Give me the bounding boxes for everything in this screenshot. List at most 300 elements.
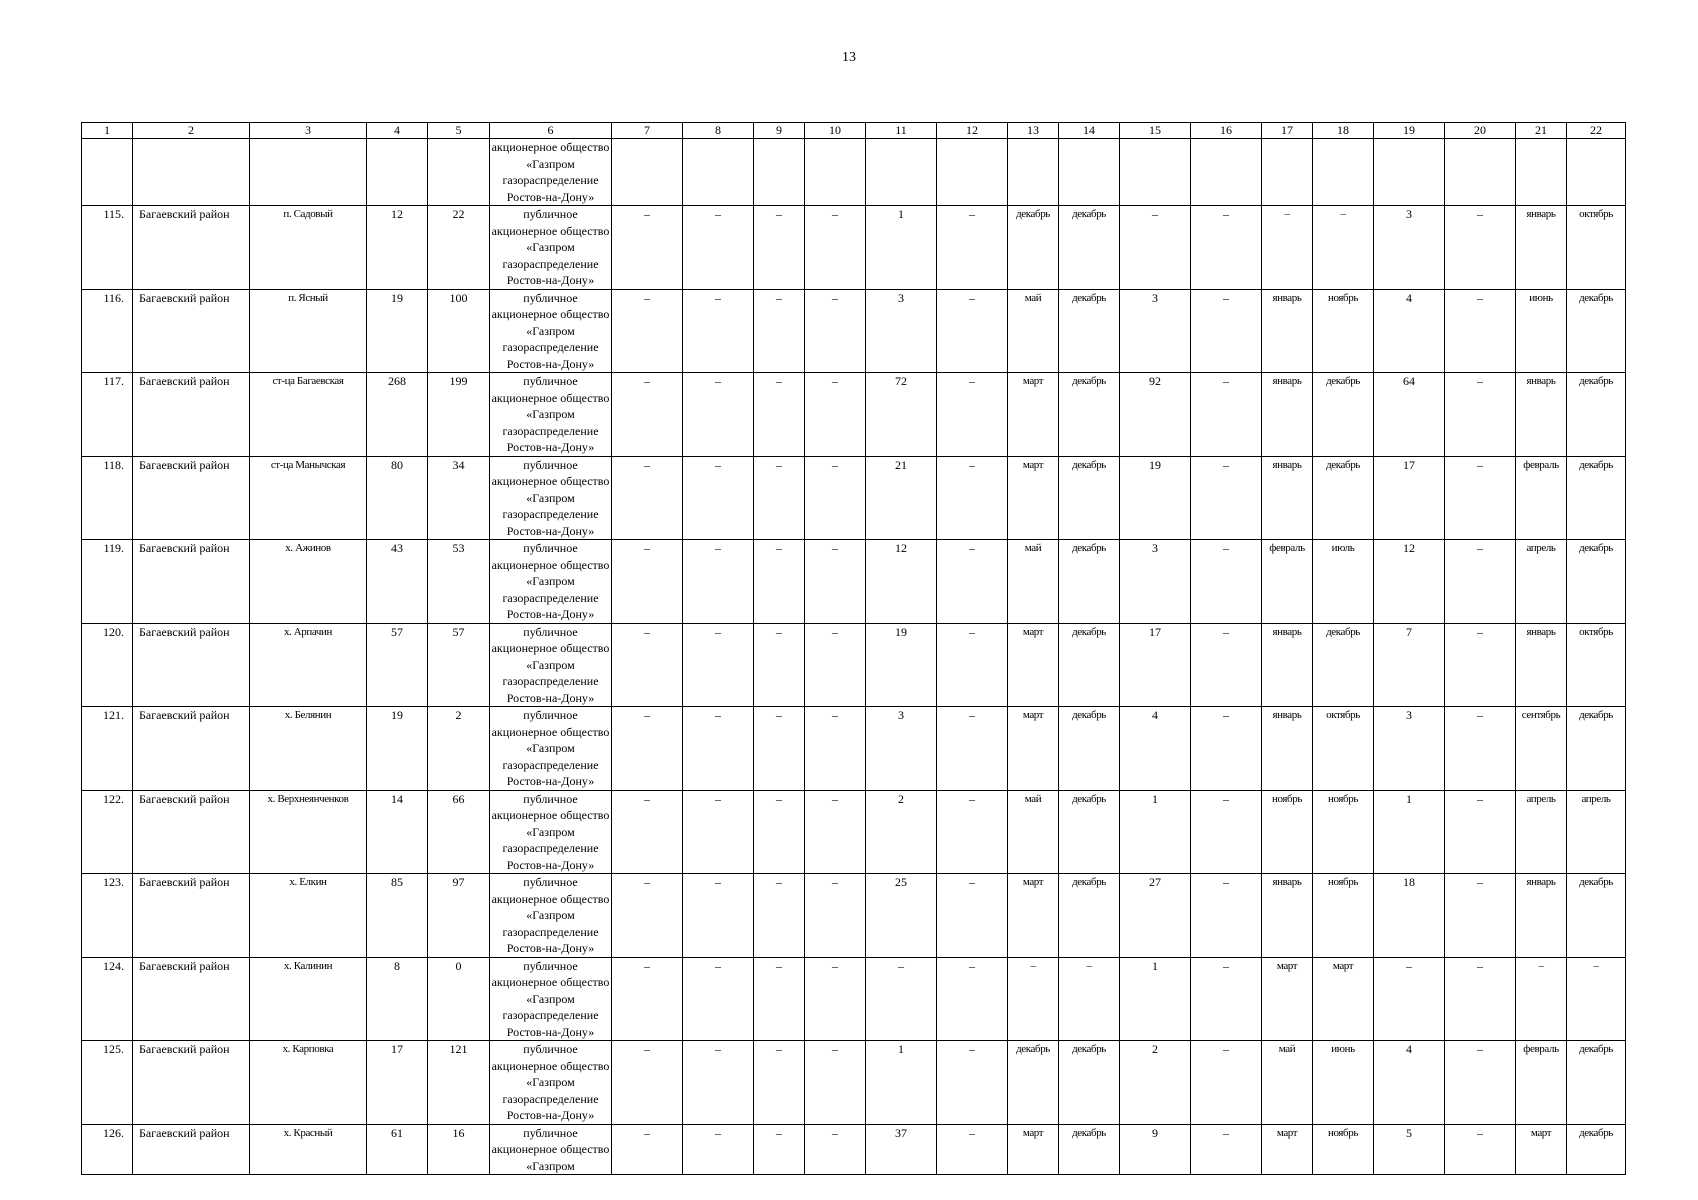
cell-col-22: декабрь xyxy=(1567,1124,1626,1175)
cell-col-11: 19 xyxy=(866,623,937,707)
cell-col-17: май xyxy=(1262,1041,1313,1125)
cell-col-12: – xyxy=(937,707,1008,791)
cell-col-11: – xyxy=(866,957,937,1041)
cell-col-21: февраль xyxy=(1516,456,1567,540)
cell-col-17: март xyxy=(1262,1124,1313,1175)
cell-col-8: – xyxy=(683,373,754,457)
cell-col-7: – xyxy=(612,206,683,290)
cell-col-3: х. Арпачин xyxy=(250,623,367,707)
cell-col-9: – xyxy=(754,206,805,290)
column-number-22: 22 xyxy=(1567,123,1626,139)
cell-col-21: январь xyxy=(1516,623,1567,707)
cell-col-22: декабрь xyxy=(1567,1041,1626,1125)
cell-col-17: январь xyxy=(1262,373,1313,457)
cell-col-10: – xyxy=(805,1124,866,1175)
cell-col-9: – xyxy=(754,874,805,958)
cell-col-9: – xyxy=(754,957,805,1041)
cell-col-19: 17 xyxy=(1374,456,1445,540)
cell-col-12: – xyxy=(937,206,1008,290)
cell-col-21: сентябрь xyxy=(1516,707,1567,791)
cell-col-5: 97 xyxy=(428,874,490,958)
cell-col-14: декабрь xyxy=(1059,373,1120,457)
cell-col-7: – xyxy=(612,456,683,540)
cell-col-19: – xyxy=(1374,957,1445,1041)
cell-col-12: – xyxy=(937,623,1008,707)
table-row xyxy=(82,373,1626,457)
cell-col-10: – xyxy=(805,707,866,791)
cell-col-18: ноябрь xyxy=(1313,289,1374,373)
cell-col-6: публичное акционерное общество «Газпром газораспределение Ростов-на-Дону» xyxy=(490,957,612,1041)
table-row xyxy=(82,289,1626,373)
cell-col-22: декабрь xyxy=(1567,707,1626,791)
cell-col-10: – xyxy=(805,289,866,373)
cell-col-3: х. Ажинов xyxy=(250,540,367,624)
cell-col-1: 119. xyxy=(82,540,133,624)
cell-col-15: 27 xyxy=(1120,874,1191,958)
cell-col-2: Багаевский район xyxy=(133,790,250,874)
cell-col-8: – xyxy=(683,289,754,373)
column-number-row xyxy=(82,123,1626,139)
cell-col-7: – xyxy=(612,373,683,457)
column-number-20: 20 xyxy=(1445,123,1516,139)
cell-col-3: х. Калинин xyxy=(250,957,367,1041)
cell-col-3: х. Красный xyxy=(250,1124,367,1175)
cell-col-4: 14 xyxy=(367,790,428,874)
cell-col-12: – xyxy=(937,957,1008,1041)
cell-col-10: – xyxy=(805,623,866,707)
cell-col-20: – xyxy=(1445,373,1516,457)
cell-col-17: январь xyxy=(1262,623,1313,707)
cell-col-12: – xyxy=(937,373,1008,457)
data-table xyxy=(81,122,1626,1175)
cell-col-4: 19 xyxy=(367,707,428,791)
cell-col-5: 100 xyxy=(428,289,490,373)
cell-col-21: – xyxy=(1516,957,1567,1041)
cell-col-8: – xyxy=(683,707,754,791)
cell-col-2: Багаевский район xyxy=(133,540,250,624)
table-row xyxy=(82,540,1626,624)
cell-col-16: – xyxy=(1191,206,1262,290)
cell-col-7: – xyxy=(612,874,683,958)
cell-col-7: – xyxy=(612,1041,683,1125)
cell-col-20: – xyxy=(1445,790,1516,874)
table-row xyxy=(82,874,1626,958)
cell-col-21: январь xyxy=(1516,874,1567,958)
cell-col-1: 115. xyxy=(82,206,133,290)
cell-col-4: 80 xyxy=(367,456,428,540)
column-number-15: 15 xyxy=(1120,123,1191,139)
cell-col-9: – xyxy=(754,373,805,457)
cell-col-14: декабрь xyxy=(1059,1124,1120,1175)
cell-col-4: 268 xyxy=(367,373,428,457)
cell-col-4: 17 xyxy=(367,1041,428,1125)
column-number-8: 8 xyxy=(683,123,754,139)
cell-col-3: ст-ца Багаевская xyxy=(250,373,367,457)
cell-col-5: 2 xyxy=(428,707,490,791)
cell-col-16: – xyxy=(1191,289,1262,373)
cell-col-1: 126. xyxy=(82,1124,133,1175)
cell-col-8: – xyxy=(683,790,754,874)
cell-col-18: июнь xyxy=(1313,1041,1374,1125)
cell-col-15: 2 xyxy=(1120,1041,1191,1125)
cell-col-18: июль xyxy=(1313,540,1374,624)
cell-col-6: публичное акционерное общество «Газпром газораспределение Ростов-на-Дону» xyxy=(490,623,612,707)
cell-col-19: 18 xyxy=(1374,874,1445,958)
cell-col-13: март xyxy=(1008,373,1059,457)
column-number-9: 9 xyxy=(754,123,805,139)
cell-col-10: – xyxy=(805,206,866,290)
cell-col-14: декабрь xyxy=(1059,289,1120,373)
cell-col-19: 7 xyxy=(1374,623,1445,707)
column-number-11: 11 xyxy=(866,123,937,139)
table-row xyxy=(82,623,1626,707)
column-number-2: 2 xyxy=(133,123,250,139)
cell-col-19: 5 xyxy=(1374,1124,1445,1175)
cell-col-5: 22 xyxy=(428,206,490,290)
cell-col-8: – xyxy=(683,623,754,707)
cell-col-13: май xyxy=(1008,790,1059,874)
cell-col-11: 21 xyxy=(866,456,937,540)
cell-col-21: июнь xyxy=(1516,289,1567,373)
cell-col-3: п. Ясный xyxy=(250,289,367,373)
cell-col-14: декабрь xyxy=(1059,1041,1120,1125)
cell-col-4: 19 xyxy=(367,289,428,373)
cell-col-11: 72 xyxy=(866,373,937,457)
cell-col-6: публичное акционерное общество «Газпром газораспределение Ростов-на-Дону» xyxy=(490,456,612,540)
cell-col-3: х. Елкин xyxy=(250,874,367,958)
cell-col-5: 53 xyxy=(428,540,490,624)
cell-col-5: 34 xyxy=(428,456,490,540)
cell-col-8: – xyxy=(683,957,754,1041)
cell-col-12: – xyxy=(937,289,1008,373)
cell-col-8: – xyxy=(683,540,754,624)
cell-col-18: ноябрь xyxy=(1313,1124,1374,1175)
cell-col-22: – xyxy=(1567,957,1626,1041)
cell-col-11: 3 xyxy=(866,707,937,791)
cell-col-6: публичное акционерное общество «Газпром газораспределение Ростов-на-Дону» xyxy=(490,373,612,457)
table-row xyxy=(82,456,1626,540)
cell-col-8: – xyxy=(683,874,754,958)
continuation-organization: акционерное общество «Газпром газораспределение Ростов-на-Дону» xyxy=(490,139,612,206)
cell-col-10: – xyxy=(805,874,866,958)
cell-col-22: декабрь xyxy=(1567,373,1626,457)
cell-col-7: – xyxy=(612,289,683,373)
cell-col-12: – xyxy=(937,1041,1008,1125)
cell-col-4: 8 xyxy=(367,957,428,1041)
cell-col-10: – xyxy=(805,456,866,540)
cell-col-11: 3 xyxy=(866,289,937,373)
cell-col-15: 9 xyxy=(1120,1124,1191,1175)
cell-col-5: 0 xyxy=(428,957,490,1041)
cell-col-2: Багаевский район xyxy=(133,1041,250,1125)
cell-col-16: – xyxy=(1191,456,1262,540)
cell-col-19: 4 xyxy=(1374,289,1445,373)
cell-col-9: – xyxy=(754,1124,805,1175)
cell-col-15: 1 xyxy=(1120,790,1191,874)
cell-col-19: 4 xyxy=(1374,1041,1445,1125)
column-number-19: 19 xyxy=(1374,123,1445,139)
cell-col-18: ноябрь xyxy=(1313,790,1374,874)
cell-col-17: январь xyxy=(1262,456,1313,540)
cell-col-16: – xyxy=(1191,540,1262,624)
cell-col-21: февраль xyxy=(1516,1041,1567,1125)
cell-col-6: публичное акционерное общество «Газпром газораспределение Ростов-на-Дону» xyxy=(490,289,612,373)
cell-col-20: – xyxy=(1445,707,1516,791)
cell-col-13: март xyxy=(1008,1124,1059,1175)
cell-col-13: март xyxy=(1008,874,1059,958)
cell-col-4: 61 xyxy=(367,1124,428,1175)
cell-col-18: декабрь xyxy=(1313,623,1374,707)
cell-col-13: – xyxy=(1008,957,1059,1041)
cell-col-12: – xyxy=(937,790,1008,874)
cell-col-18: декабрь xyxy=(1313,456,1374,540)
cell-col-18: март xyxy=(1313,957,1374,1041)
cell-col-8: – xyxy=(683,1124,754,1175)
cell-col-19: 12 xyxy=(1374,540,1445,624)
cell-col-9: – xyxy=(754,289,805,373)
cell-col-15: – xyxy=(1120,206,1191,290)
cell-col-12: – xyxy=(937,540,1008,624)
cell-col-7: – xyxy=(612,957,683,1041)
cell-col-6: публичное акционерное общество «Газпром газораспределение Ростов-на-Дону» xyxy=(490,1041,612,1125)
cell-col-21: январь xyxy=(1516,373,1567,457)
continuation-row xyxy=(82,139,1626,206)
cell-col-4: 43 xyxy=(367,540,428,624)
cell-col-9: – xyxy=(754,790,805,874)
cell-col-13: май xyxy=(1008,289,1059,373)
cell-col-10: – xyxy=(805,790,866,874)
cell-col-9: – xyxy=(754,623,805,707)
cell-col-20: – xyxy=(1445,289,1516,373)
cell-col-19: 3 xyxy=(1374,206,1445,290)
cell-col-22: декабрь xyxy=(1567,456,1626,540)
cell-col-22: октябрь xyxy=(1567,206,1626,290)
cell-col-17: февраль xyxy=(1262,540,1313,624)
cell-col-20: – xyxy=(1445,874,1516,958)
column-number-6: 6 xyxy=(490,123,612,139)
cell-col-14: декабрь xyxy=(1059,623,1120,707)
cell-col-21: март xyxy=(1516,1124,1567,1175)
column-number-17: 17 xyxy=(1262,123,1313,139)
cell-col-2: Багаевский район xyxy=(133,456,250,540)
cell-col-2: Багаевский район xyxy=(133,206,250,290)
cell-col-8: – xyxy=(683,456,754,540)
cell-col-5: 57 xyxy=(428,623,490,707)
cell-col-1: 116. xyxy=(82,289,133,373)
cell-col-1: 118. xyxy=(82,456,133,540)
cell-col-5: 199 xyxy=(428,373,490,457)
cell-col-14: декабрь xyxy=(1059,874,1120,958)
cell-col-1: 117. xyxy=(82,373,133,457)
cell-col-16: – xyxy=(1191,1041,1262,1125)
cell-col-3: х. Верхнеянченков xyxy=(250,790,367,874)
cell-col-15: 3 xyxy=(1120,289,1191,373)
cell-col-2: Багаевский район xyxy=(133,373,250,457)
cell-col-17: ноябрь xyxy=(1262,790,1313,874)
cell-col-16: – xyxy=(1191,373,1262,457)
cell-col-13: март xyxy=(1008,623,1059,707)
cell-col-2: Багаевский район xyxy=(133,623,250,707)
table-row xyxy=(82,957,1626,1041)
cell-col-1: 120. xyxy=(82,623,133,707)
cell-col-15: 19 xyxy=(1120,456,1191,540)
cell-col-20: – xyxy=(1445,1124,1516,1175)
cell-col-6: публичное акционерное общество «Газпром xyxy=(490,1124,612,1175)
cell-col-11: 37 xyxy=(866,1124,937,1175)
cell-col-19: 1 xyxy=(1374,790,1445,874)
cell-col-7: – xyxy=(612,1124,683,1175)
table-row xyxy=(82,790,1626,874)
cell-col-22: декабрь xyxy=(1567,540,1626,624)
cell-col-16: – xyxy=(1191,1124,1262,1175)
cell-col-18: октябрь xyxy=(1313,707,1374,791)
cell-col-20: – xyxy=(1445,623,1516,707)
cell-col-12: – xyxy=(937,456,1008,540)
cell-col-11: 2 xyxy=(866,790,937,874)
cell-col-17: март xyxy=(1262,957,1313,1041)
column-number-5: 5 xyxy=(428,123,490,139)
cell-col-14: декабрь xyxy=(1059,456,1120,540)
cell-col-22: декабрь xyxy=(1567,874,1626,958)
cell-col-9: – xyxy=(754,707,805,791)
cell-col-9: – xyxy=(754,456,805,540)
cell-col-6: публичное акционерное общество «Газпром газораспределение Ростов-на-Дону» xyxy=(490,540,612,624)
cell-col-6: публичное акционерное общество «Газпром газораспределение Ростов-на-Дону» xyxy=(490,790,612,874)
cell-col-14: декабрь xyxy=(1059,206,1120,290)
cell-col-1: 122. xyxy=(82,790,133,874)
column-number-1: 1 xyxy=(82,123,133,139)
cell-col-20: – xyxy=(1445,1041,1516,1125)
cell-col-19: 64 xyxy=(1374,373,1445,457)
cell-col-15: 1 xyxy=(1120,957,1191,1041)
cell-col-3: х. Белянин xyxy=(250,707,367,791)
cell-col-10: – xyxy=(805,373,866,457)
cell-col-18: ноябрь xyxy=(1313,874,1374,958)
cell-col-22: апрель xyxy=(1567,790,1626,874)
cell-col-20: – xyxy=(1445,957,1516,1041)
cell-col-2: Багаевский район xyxy=(133,1124,250,1175)
table-row xyxy=(82,1124,1626,1175)
cell-col-20: – xyxy=(1445,540,1516,624)
cell-col-5: 16 xyxy=(428,1124,490,1175)
cell-col-21: апрель xyxy=(1516,540,1567,624)
cell-col-14: декабрь xyxy=(1059,540,1120,624)
cell-col-6: публичное акционерное общество «Газпром газораспределение Ростов-на-Дону» xyxy=(490,707,612,791)
cell-col-7: – xyxy=(612,790,683,874)
cell-col-13: май xyxy=(1008,540,1059,624)
cell-col-22: октябрь xyxy=(1567,623,1626,707)
cell-col-20: – xyxy=(1445,206,1516,290)
cell-col-13: март xyxy=(1008,707,1059,791)
cell-col-20: – xyxy=(1445,456,1516,540)
cell-col-11: 12 xyxy=(866,540,937,624)
cell-col-14: декабрь xyxy=(1059,707,1120,791)
cell-col-4: 12 xyxy=(367,206,428,290)
column-number-4: 4 xyxy=(367,123,428,139)
cell-col-5: 66 xyxy=(428,790,490,874)
cell-col-13: март xyxy=(1008,456,1059,540)
cell-col-17: январь xyxy=(1262,707,1313,791)
cell-col-17: – xyxy=(1262,206,1313,290)
table-row xyxy=(82,707,1626,791)
cell-col-13: декабрь xyxy=(1008,1041,1059,1125)
cell-col-10: – xyxy=(805,957,866,1041)
cell-col-15: 4 xyxy=(1120,707,1191,791)
cell-col-15: 3 xyxy=(1120,540,1191,624)
cell-col-16: – xyxy=(1191,707,1262,791)
cell-col-16: – xyxy=(1191,957,1262,1041)
cell-col-11: 25 xyxy=(866,874,937,958)
cell-col-2: Багаевский район xyxy=(133,707,250,791)
cell-col-4: 57 xyxy=(367,623,428,707)
column-number-13: 13 xyxy=(1008,123,1059,139)
cell-col-1: 125. xyxy=(82,1041,133,1125)
cell-col-1: 124. xyxy=(82,957,133,1041)
cell-col-18: декабрь xyxy=(1313,373,1374,457)
cell-col-17: январь xyxy=(1262,289,1313,373)
column-number-7: 7 xyxy=(612,123,683,139)
table-row xyxy=(82,1041,1626,1125)
column-number-12: 12 xyxy=(937,123,1008,139)
column-number-18: 18 xyxy=(1313,123,1374,139)
cell-col-9: – xyxy=(754,1041,805,1125)
cell-col-14: декабрь xyxy=(1059,790,1120,874)
cell-col-6: публичное акционерное общество «Газпром газораспределение Ростов-на-Дону» xyxy=(490,874,612,958)
cell-col-3: п. Садовый xyxy=(250,206,367,290)
cell-col-21: апрель xyxy=(1516,790,1567,874)
cell-col-2: Багаевский район xyxy=(133,289,250,373)
cell-col-22: декабрь xyxy=(1567,289,1626,373)
column-number-14: 14 xyxy=(1059,123,1120,139)
page-number: 13 xyxy=(842,50,856,65)
cell-col-15: 17 xyxy=(1120,623,1191,707)
cell-col-8: – xyxy=(683,1041,754,1125)
cell-col-12: – xyxy=(937,874,1008,958)
cell-col-11: 1 xyxy=(866,206,937,290)
cell-col-19: 3 xyxy=(1374,707,1445,791)
cell-col-10: – xyxy=(805,1041,866,1125)
cell-col-1: 121. xyxy=(82,707,133,791)
cell-col-14: – xyxy=(1059,957,1120,1041)
cell-col-1: 123. xyxy=(82,874,133,958)
cell-col-11: 1 xyxy=(866,1041,937,1125)
cell-col-5: 121 xyxy=(428,1041,490,1125)
cell-col-10: – xyxy=(805,540,866,624)
cell-col-2: Багаевский район xyxy=(133,874,250,958)
cell-col-7: – xyxy=(612,623,683,707)
cell-col-16: – xyxy=(1191,623,1262,707)
cell-col-2: Багаевский район xyxy=(133,957,250,1041)
cell-col-8: – xyxy=(683,206,754,290)
cell-col-12: – xyxy=(937,1124,1008,1175)
column-number-21: 21 xyxy=(1516,123,1567,139)
cell-col-15: 92 xyxy=(1120,373,1191,457)
column-number-16: 16 xyxy=(1191,123,1262,139)
cell-col-6: публичное акционерное общество «Газпром газораспределение Ростов-на-Дону» xyxy=(490,206,612,290)
cell-col-9: – xyxy=(754,540,805,624)
column-number-3: 3 xyxy=(250,123,367,139)
column-number-10: 10 xyxy=(805,123,866,139)
cell-col-4: 85 xyxy=(367,874,428,958)
cell-col-17: январь xyxy=(1262,874,1313,958)
cell-col-7: – xyxy=(612,540,683,624)
cell-col-18: – xyxy=(1313,206,1374,290)
cell-col-7: – xyxy=(612,707,683,791)
cell-col-16: – xyxy=(1191,790,1262,874)
cell-col-13: декабрь xyxy=(1008,206,1059,290)
table-row xyxy=(82,206,1626,290)
cell-col-21: январь xyxy=(1516,206,1567,290)
